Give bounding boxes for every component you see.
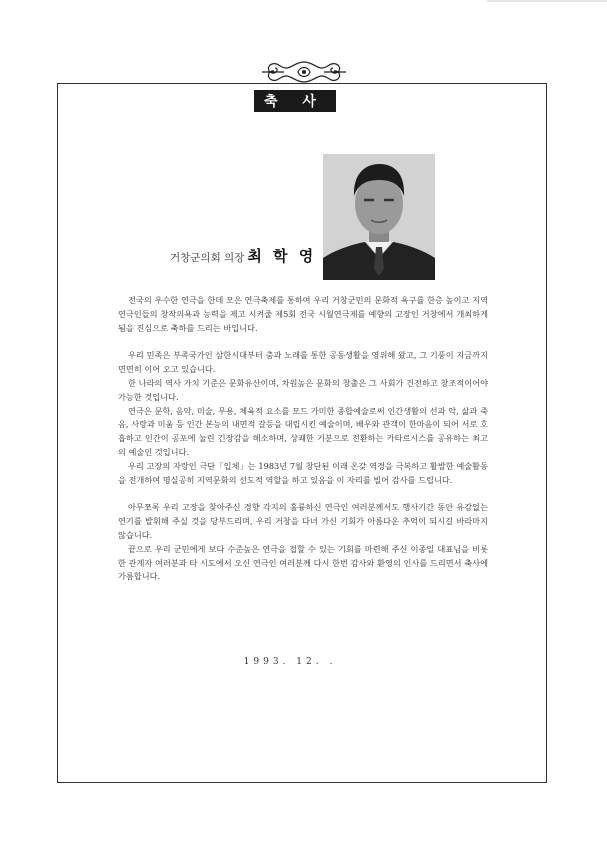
ornament-icon [256,58,352,86]
date-line: 1993. 12. . [243,657,337,667]
paragraph: 아무쪼록 우리 고장을 찾아주신 경향 각지의 훌륭하신 연극인 여러분께서도 행사기간 동안 유감없는 연기를 발휘해 주실 것을 당부드리며, 우리 거창을 다녀 가신 기회가 아름다운 추억이 되시길 바라마지 않습니다. [118,502,488,540]
author-byline [170,245,317,266]
paragraph: 전국의 우수한 연극을 한데 모은 연극축제를 통하여 우리 거창군민의 문화적 욕구를 한층 높이고 지역 연극인들의 창작의욕과 능력을 제고 시켜줄 제5회 전국 시월연극제를 예향의 고장인 거창에서 개최하게 됨을 진심으로 축하를 드리는 바입니다. [118,295,488,333]
paragraph: 한 나라의 역사 가치 기준은 문화유산이며, 차원높은 문화의 창출은 그 사회가 건전하고 창조적이어야 가능한 것입니다. [118,377,488,402]
paragraph: 연극은 문학, 음악, 미술, 무용, 체육적 요소를 모드 가미한 종합예술로써 인간생활의 선과 악, 삶과 죽음, 사랑과 미움 등 인간 본능의 내면적 갈등을 대립시킨 예술이며, 배우와 관객이 한마음이 되어 서로 호흡하고 인간이 공포에 눌린 긴장감을 해소하며, 상쾌한 기분으로 전환하는 카타르시스를 공유하는 최고의 예술인 것입니다. [118,405,488,457]
author-role: 거창군의회 의장 [170,252,245,264]
paragraph: 끝으로 우리 군민에게 보다 수준높은 연극을 접할 수 있는 기회를 마련해 주신 이종일 대표님을 비롯한 관계자 여러분과 타 시도에서 오신 연극인 여러분께 다시 한번 감사와 환영의 인사를 드리면서 축사에 가름합니다. [118,543,488,582]
speech-body [118,294,488,584]
page-title: 축 사 [254,90,336,112]
portrait-icon [323,154,435,280]
author-name: 최 학 영 [247,247,317,265]
scan-edge-mark [487,0,607,2]
paragraph: 우리 고장의 자랑인 극단「입체」는 1983년 7월 창단된 이래 온갖 역경을 극복하고 활발한 예술활동을 전개하여 명실공히 지역문화의 선도적 역할을 하고 있음을 이 자리를 빌어 감사를 드립니다. [118,460,488,485]
paragraph: 우리 민족은 부족국가인 삼한시대부터 춤과 노래를 통한 공동생활을 영위해 왔고, 그 기풍이 지금까지 면면히 이어 오고 있습니다. [118,350,488,375]
author-portrait [323,154,435,280]
